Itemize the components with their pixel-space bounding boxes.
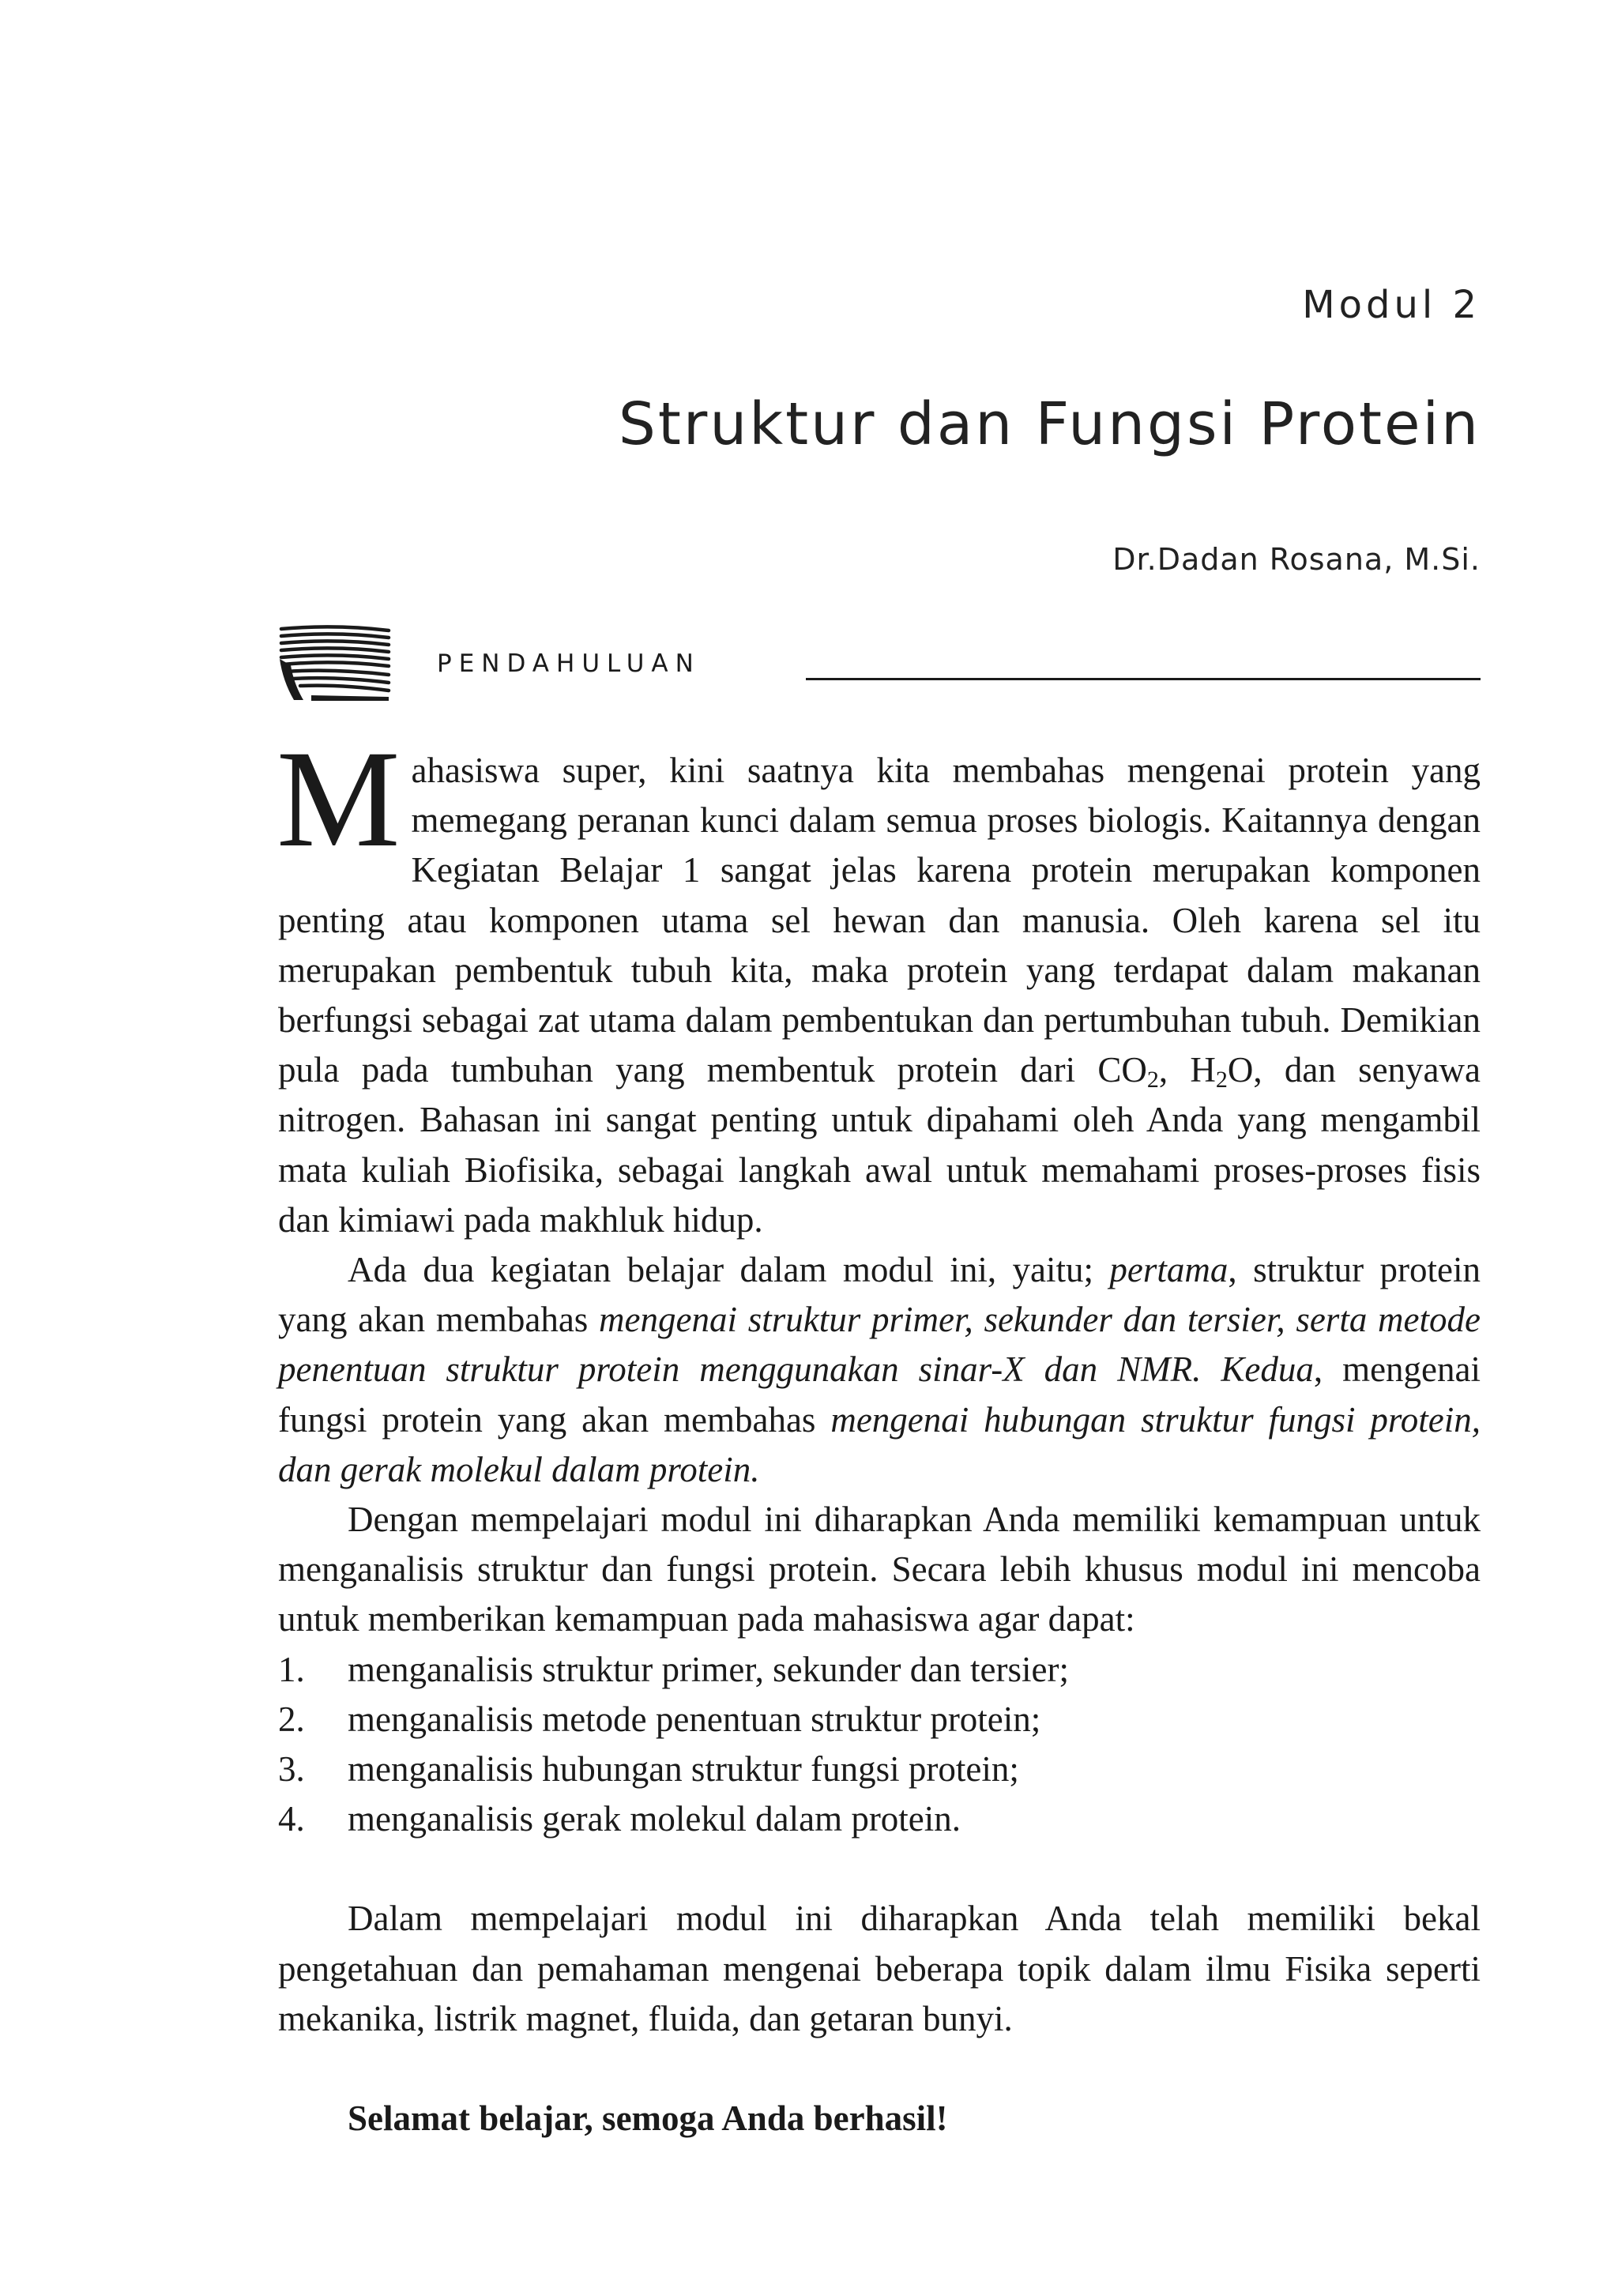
module-title: Struktur dan Fungsi Protein (618, 390, 1481, 458)
list-number: 1. (278, 1649, 305, 1689)
activities-italic-1: pertama (1109, 1250, 1229, 1290)
activities-italic-3: mengenai hubungan struktur fungsi protein, dan gerak molekul dalam protein. (278, 1399, 1481, 1489)
intro-text-b: , H (1158, 1050, 1216, 1090)
list-number: 2. (278, 1699, 305, 1739)
module-number: Modul 2 (1302, 283, 1481, 327)
objectives-intro-paragraph: Dengan mempelajari modul ini diharapkan Anda memiliki kemampuan untuk menganalisis struktur dan fungsi protein. Secara lebih khusus modul ini mencoba untuk memberikan kemampuan pada mahasiswa agar dapat: (278, 1500, 1481, 1639)
list-number: 4. (278, 1799, 305, 1839)
subscript-h2o: 2 (1215, 1067, 1228, 1093)
prerequisite-paragraph: Dalam mempelajari modul ini diharapkan Anda telah memiliki bekal pengetahuan dan pemahaman mengenai beberapa topik dalam ilmu Fisika seperti mekanika, listrik magnet, fluida, dan getaran bunyi. (278, 1899, 1481, 2038)
list-text: menganalisis gerak molekul dalam protein. (348, 1799, 961, 1839)
objectives-list (278, 1645, 1481, 1845)
list-item (278, 1645, 1481, 1695)
intro-paragraph (277, 722, 1481, 1245)
author-name: Dr.Dadan Rosana, M.Si. (1112, 542, 1481, 577)
list-text: menganalisis hubungan struktur fungsi protein; (348, 1749, 1019, 1790)
section-divider (806, 678, 1481, 680)
list-text: menganalisis struktur primer, sekunder dan tersier; (348, 1649, 1069, 1689)
section-heading: PENDAHULUAN (437, 649, 701, 678)
book-pages-icon (277, 624, 393, 702)
activities-text-3: , mengenai fungsi protein yang akan membahas (278, 1349, 1481, 1440)
activities-italic-2: mengenai struktur primer, sekunder dan tersier, serta metode penentuan struktur protein menggunakan sinar-X dan NMR. Kedua (278, 1300, 1481, 1390)
activities-paragraph (278, 1245, 1481, 1495)
activities-text-2: , struktur protein yang akan membahas (278, 1250, 1481, 1340)
list-number: 3. (278, 1749, 305, 1790)
list-text: menganalisis metode penentuan struktur protein; (348, 1699, 1041, 1739)
intro-text-c: O, dan senyawa nitrogen. Bahasan ini sangat penting untuk dipahami oleh Anda yang mengambil mata kuliah Biofisika, sebagai langkah awal untuk memahami proses-proses fisis dan kimiawi pada makhluk hidup. (278, 1050, 1481, 1240)
activities-text-1: Ada dua kegiatan belajar dalam modul ini, yaitu; (348, 1250, 1110, 1290)
list-item (278, 1794, 1481, 1844)
intro-text-a: ahasiswa super, kini saatnya kita membahas mengenai protein yang memegang peranan kunci dalam semua proses biologis. Kaitannya dengan Kegiatan Belajar 1 sangat jelas karena protein merupakan komponen penting atau komponen utama sel hewan dan manusia. Oleh karena sel itu merupakan pembentuk tubuh kita, maka protein yang terdapat dalam makanan berfungsi sebagai zat utama dalam pembentukan dan pertumbuhan tubuh. Demikian pula pada tumbuhan yang membentuk protein dari CO (278, 751, 1481, 1090)
document-body (277, 722, 1481, 2144)
list-item (278, 1695, 1481, 1745)
drop-cap: M (277, 722, 401, 876)
spacer (278, 2044, 1481, 2094)
spacer (278, 1844, 1481, 1894)
list-item (278, 1745, 1481, 1794)
subscript-co2: 2 (1146, 1067, 1159, 1093)
closing-message: Selamat belajar, semoga Anda berhasil! (348, 2098, 948, 2139)
